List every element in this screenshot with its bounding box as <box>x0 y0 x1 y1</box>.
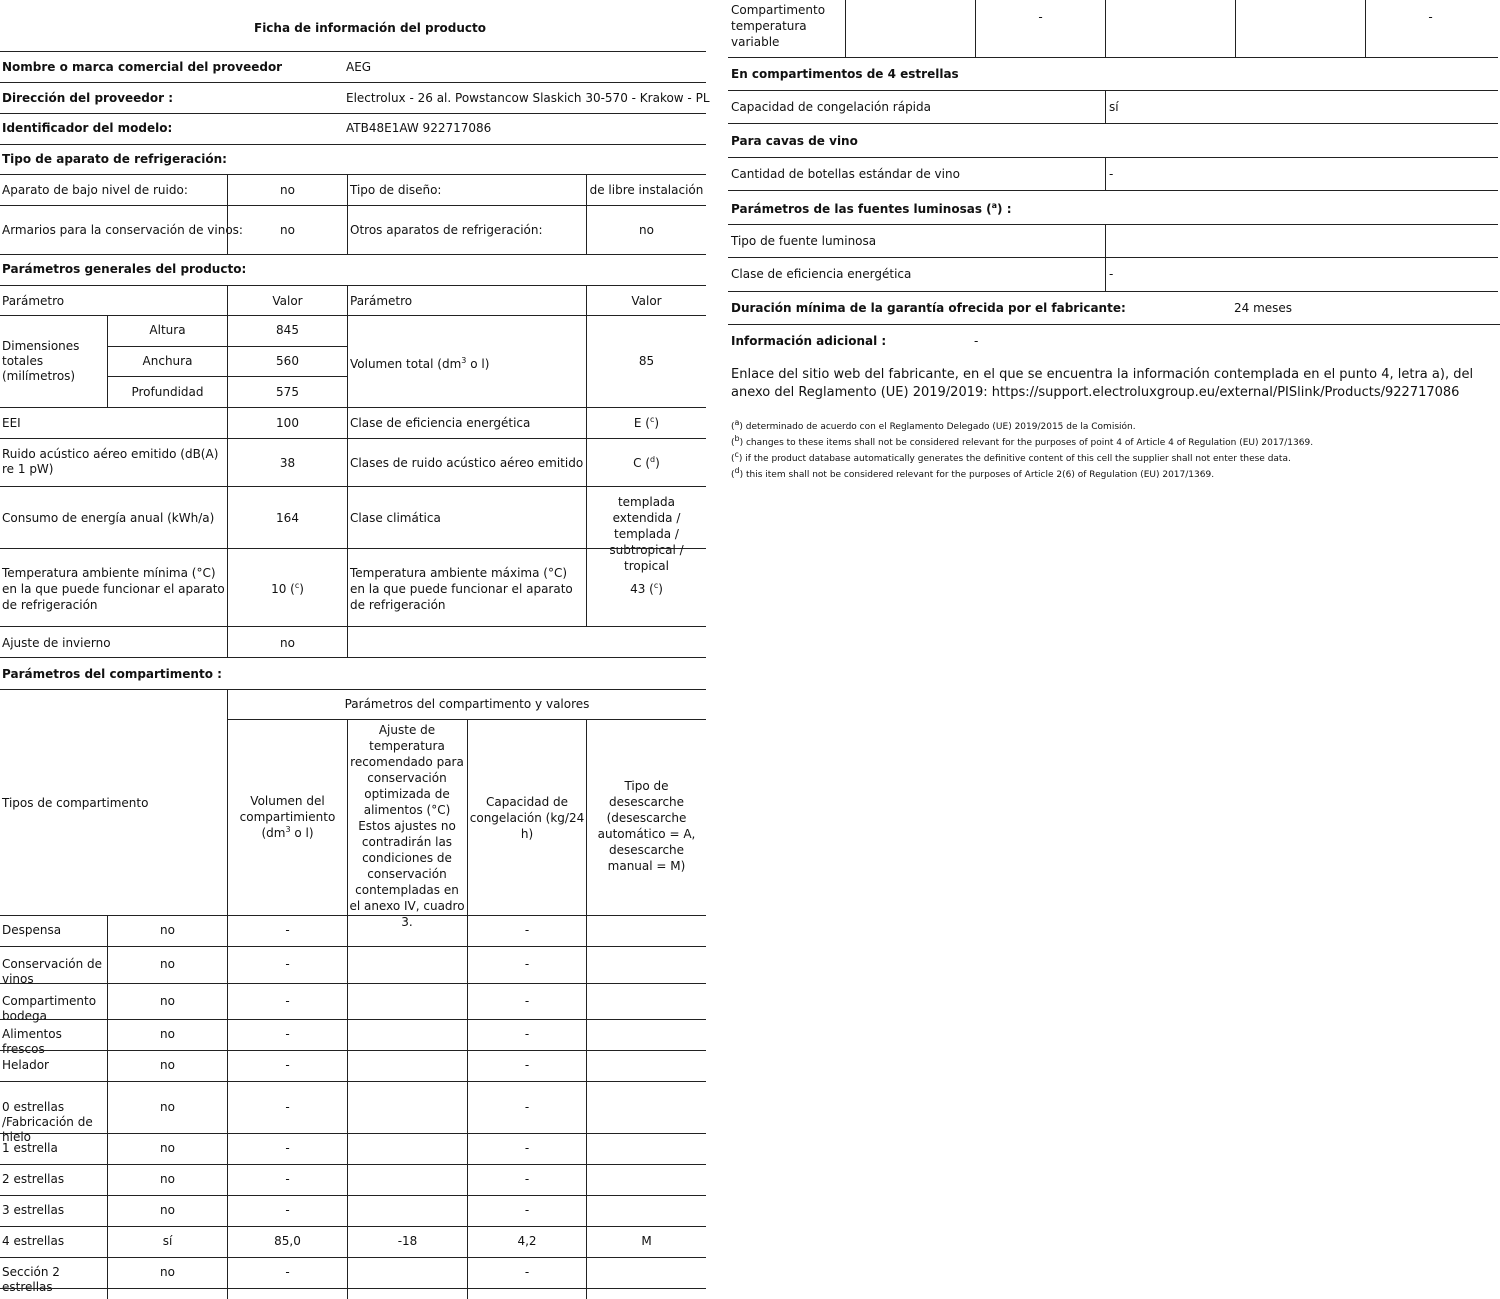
divider <box>0 174 706 175</box>
col-setting-header: Ajuste de temperatura recomendado para conservación optimizada de alimentos (°C) Estos ajustes no contradirán las condiciones de conservación contempladas en el anexo IV, cuadro 3. <box>349 723 465 929</box>
compartment-freezing: 4,2 <box>517 1234 537 1248</box>
divider <box>728 90 1498 91</box>
divider <box>728 291 1498 292</box>
vline <box>845 0 846 57</box>
divider <box>0 548 706 549</box>
compartment-name: Alimentos frescos <box>2 1027 62 1056</box>
compartment-present: no <box>160 1099 175 1114</box>
compartment-name: 3 estrellas <box>2 1203 65 1217</box>
compartment-name: Compartimento bodega <box>2 993 97 1023</box>
height-label: Altura <box>149 323 186 337</box>
compartment-volume: - <box>285 1099 290 1114</box>
eei-value: 100 <box>276 416 299 430</box>
compartment-name: 0 estrellas /Fabricación de hielo <box>2 1099 93 1144</box>
footnote: ($^d$) this item shall not be considered relevant for the purposes of Article 2(6) of Regulation (EU) 2017/1369. <box>731 466 1215 480</box>
row-divider <box>0 1195 706 1196</box>
col-volume-header: Volumen del compartimiento ($dm^3$ o l) <box>239 794 336 840</box>
row-divider <box>0 1050 706 1051</box>
compartment-freezing: - <box>524 1058 530 1072</box>
row-divider <box>0 1019 706 1020</box>
compartment-present: no <box>160 1172 175 1186</box>
divider <box>0 82 706 83</box>
noise-value: 38 <box>279 456 296 470</box>
vline <box>1365 0 1366 57</box>
col-value-header: Valor <box>631 294 662 308</box>
compartment-freezing: - <box>524 1172 530 1186</box>
compartment-defrost: M <box>641 1234 652 1248</box>
compartment-types-label: Tipos de compartimento <box>2 796 149 810</box>
divider <box>0 144 706 145</box>
noise-class-value: C ($^d$) <box>633 455 660 470</box>
vline <box>1235 0 1236 57</box>
variable-temp-label: Compartimento temperatura variable <box>731 3 826 49</box>
compartment-setting: -18 <box>397 1234 418 1248</box>
warranty-value: 24 meses <box>1234 301 1293 315</box>
other-appliance-label: Otros aparatos de refrigeración: <box>350 223 543 237</box>
height-value: 845 <box>276 323 299 337</box>
variable-temp-dash: - <box>1428 10 1433 24</box>
col-freezing-header: Capacidad de congelación (kg/24 h) <box>469 795 585 841</box>
wine-heading: Para cavas de vino <box>731 134 858 148</box>
compartment-present: no <box>160 957 175 971</box>
divider <box>728 190 1498 191</box>
energy-class-value: E ($^c$) <box>633 415 660 430</box>
divider <box>0 205 706 206</box>
other-appliance-value: no <box>639 223 654 237</box>
vline <box>1105 157 1106 190</box>
climate-class-label: Clase climática <box>350 511 441 525</box>
model-value: ATB48E1AW 922717086 <box>346 121 492 135</box>
supplier-name-value: AEG <box>346 60 372 74</box>
energy-consumption-label: Consumo de energía anual (kWh/a) <box>2 511 215 525</box>
divider <box>0 689 706 690</box>
max-temp-label: Temperatura ambiente máxima (°C) en la que puede funcionar el aparato de refrigeración <box>350 566 573 612</box>
compartment-present: no <box>160 1265 175 1279</box>
compartment-present: sí <box>162 1234 173 1248</box>
light-source-heading: Parámetros de las fuentes luminosas ($^a$) : <box>731 201 1012 216</box>
vline <box>347 719 348 1299</box>
compartments-heading: Parámetros del compartimento : <box>2 667 222 681</box>
design-type-label: Tipo de diseño: <box>350 183 442 197</box>
vline <box>1105 224 1106 291</box>
depth-value: 575 <box>276 385 299 399</box>
compartment-present: no <box>160 1203 175 1217</box>
vline <box>975 0 976 57</box>
wine-cabinet-value: no <box>280 223 295 237</box>
wine-bottles-value: - <box>1109 167 1114 181</box>
additional-info-value: - <box>974 334 979 348</box>
supplier-address-label: Dirección del proveedor : <box>2 91 174 105</box>
vline <box>227 285 228 657</box>
compartment-volume: - <box>285 1141 290 1155</box>
divider <box>0 915 706 916</box>
row-divider <box>0 983 706 984</box>
sheet-title: Ficha de información del producto <box>254 21 486 35</box>
footnote: ($^c$) if the product database automatically generates the definitive content of this cell the supplier shall not enter these data. <box>731 450 1291 464</box>
noise-class-label: Clases de ruido acústico aéreo emitido <box>350 456 584 470</box>
compartment-volume: 85,0 <box>274 1234 301 1248</box>
col-param-header: Parámetro <box>350 294 413 308</box>
light-class-label: Clase de eficiencia energética <box>731 267 912 281</box>
divider <box>728 157 1498 158</box>
min-temp-label: Temperatura ambiente mínima (°C) en la que puede funcionar el aparato de refrigeración <box>2 566 225 612</box>
divider <box>0 315 706 316</box>
vline <box>107 315 108 407</box>
footnote: ($^b$) changes to these items shall not be considered relevant for the purposes of point 4 of Article 4 of Regulation (EU) 2017/1369. <box>731 434 1314 448</box>
col-value-header: Valor <box>272 294 303 308</box>
dimensions-label: Dimensiones totales (milímetros) <box>2 339 80 383</box>
divider <box>0 113 706 114</box>
light-class-value: - <box>1109 267 1114 281</box>
row-divider <box>0 1257 706 1258</box>
compartment-freezing: - <box>524 1265 530 1279</box>
winter-setting-label: Ajuste de invierno <box>2 636 111 650</box>
appliance-type-heading: Tipo de aparato de refrigeración: <box>2 152 227 166</box>
min-temp-value: 10 ($^c$) <box>271 581 304 596</box>
divider <box>728 57 1498 58</box>
compartment-present: no <box>160 1058 175 1072</box>
compartment-freezing: - <box>524 957 530 971</box>
width-value: 560 <box>276 354 299 368</box>
footnote: ($^a$) determinado de acuerdo con el Reglamento Delegado (UE) 2019/2015 de la Comisión. <box>731 418 1136 432</box>
row-divider <box>0 1081 706 1082</box>
vline <box>586 719 587 1299</box>
max-temp-value: 43 ($^c$) <box>630 581 663 596</box>
fast-freeze-label: Capacidad de congelación rápida <box>731 100 931 114</box>
compartment-volume: - <box>285 1058 290 1072</box>
compartments-group-header: Parámetros del compartimento y valores <box>344 697 590 711</box>
warranty-label: Duración mínima de la garantía ofrecida por el fabricante: <box>731 301 1126 315</box>
vline <box>227 174 228 254</box>
compartment-freezing: - <box>524 923 530 937</box>
row-divider <box>0 1288 706 1289</box>
compartment-freezing: - <box>524 1027 530 1041</box>
wine-bottles-label: Cantidad de botellas estándar de vino <box>731 167 960 181</box>
vline <box>586 174 587 254</box>
divider <box>0 626 706 627</box>
total-volume-value: 85 <box>638 354 655 368</box>
eei-label: EEI <box>2 416 21 430</box>
supplier-address-value: Electrolux - 26 al. Powstancow Slaskich 30-570 - Krakow - PL <box>346 91 710 105</box>
wine-cabinet-label: Armarios para la conservación de vinos: <box>2 223 243 237</box>
compartment-volume: - <box>285 1027 290 1041</box>
compartment-freezing: - <box>524 1141 530 1155</box>
row-divider <box>0 1164 706 1165</box>
compartment-present: no <box>160 993 175 1008</box>
compartment-name: Despensa <box>2 923 62 937</box>
noise-label: Ruido acústico aéreo emitido (dB(A) re 1 pW) <box>2 447 219 476</box>
compartment-volume: - <box>285 1203 290 1217</box>
compartment-present: no <box>160 1141 175 1155</box>
manufacturer-weblink: Enlace del sitio web del fabricante, en el que se encuentra la información contemplada en el punto 4, letra a), del anexo del Reglamento (UE) 2019/2019: https://support.electroluxgroup.eu/external/PISlink/Products/922717086 <box>731 367 1474 400</box>
compartment-freezing: - <box>524 993 530 1008</box>
compartment-freezing: - <box>524 1099 530 1114</box>
footnotes <box>731 419 1496 483</box>
row-divider <box>0 1226 706 1227</box>
fast-freeze-value: sí <box>1109 100 1119 114</box>
supplier-name-label: Nombre o marca comercial del proveedor <box>2 60 283 74</box>
compartment-volume: - <box>285 993 290 1008</box>
vline <box>347 174 348 254</box>
low-noise-value: no <box>280 183 295 197</box>
divider <box>0 486 706 487</box>
divider <box>728 224 1498 225</box>
compartment-name: Sección 2 estrellas <box>2 1265 60 1294</box>
divider <box>728 123 1498 124</box>
climate-class-value: templada extendida / templada / subtropical / tropical <box>609 495 684 573</box>
light-type-label: Tipo de fuente luminosa <box>731 234 877 248</box>
row-divider <box>0 1133 706 1134</box>
divider <box>0 51 706 52</box>
variable-temp-dash: - <box>1038 10 1043 24</box>
width-label: Anchura <box>142 354 193 368</box>
compartment-name: 1 estrella <box>2 1141 58 1155</box>
divider <box>728 324 1500 325</box>
compartment-volume: - <box>285 1265 290 1279</box>
model-label: Identificador del modelo: <box>2 121 173 135</box>
energy-consumption-value: 164 <box>276 511 299 525</box>
depth-label: Profundidad <box>131 385 204 399</box>
low-noise-label: Aparato de bajo nivel de ruido: <box>2 183 188 197</box>
vline <box>347 285 348 657</box>
energy-class-label: Clase de eficiencia energética <box>350 416 531 430</box>
compartment-freezing: - <box>524 1203 530 1217</box>
col-defrost-header: Tipo de desescarche (desescarche automático = A, desescarche manual = M) <box>597 779 696 873</box>
vline <box>227 689 228 1299</box>
compartment-present: no <box>160 1027 175 1041</box>
vline <box>1105 0 1106 57</box>
compartment-volume: - <box>285 957 290 971</box>
winter-setting-value: no <box>280 636 295 650</box>
divider <box>0 407 706 408</box>
vline <box>1105 90 1106 123</box>
general-heading: Parámetros generales del producto: <box>2 262 247 276</box>
row-divider <box>0 946 706 947</box>
compartment-name: Conservación de vinos <box>2 957 103 986</box>
divider <box>0 657 706 658</box>
compartment-volume: - <box>285 923 290 937</box>
additional-info-label: Información adicional : <box>731 334 887 348</box>
compartment-volume: - <box>285 1172 290 1186</box>
four-star-heading: En compartimentos de 4 estrellas <box>731 67 959 81</box>
vline <box>586 285 587 626</box>
compartment-name: 4 estrellas <box>2 1234 65 1248</box>
compartment-present: no <box>160 923 175 937</box>
total-volume-label: Volumen total ($dm^3$ o l) <box>350 356 490 371</box>
vline <box>107 915 108 1299</box>
compartment-name: Helador <box>2 1058 49 1072</box>
divider <box>0 254 706 255</box>
vline <box>467 719 468 1299</box>
col-param-header: Parámetro <box>2 294 65 308</box>
compartment-name: 2 estrellas <box>2 1172 65 1186</box>
divider <box>728 257 1498 258</box>
divider <box>0 285 706 286</box>
design-type-value: de libre instalación <box>589 183 704 197</box>
divider <box>0 438 706 439</box>
